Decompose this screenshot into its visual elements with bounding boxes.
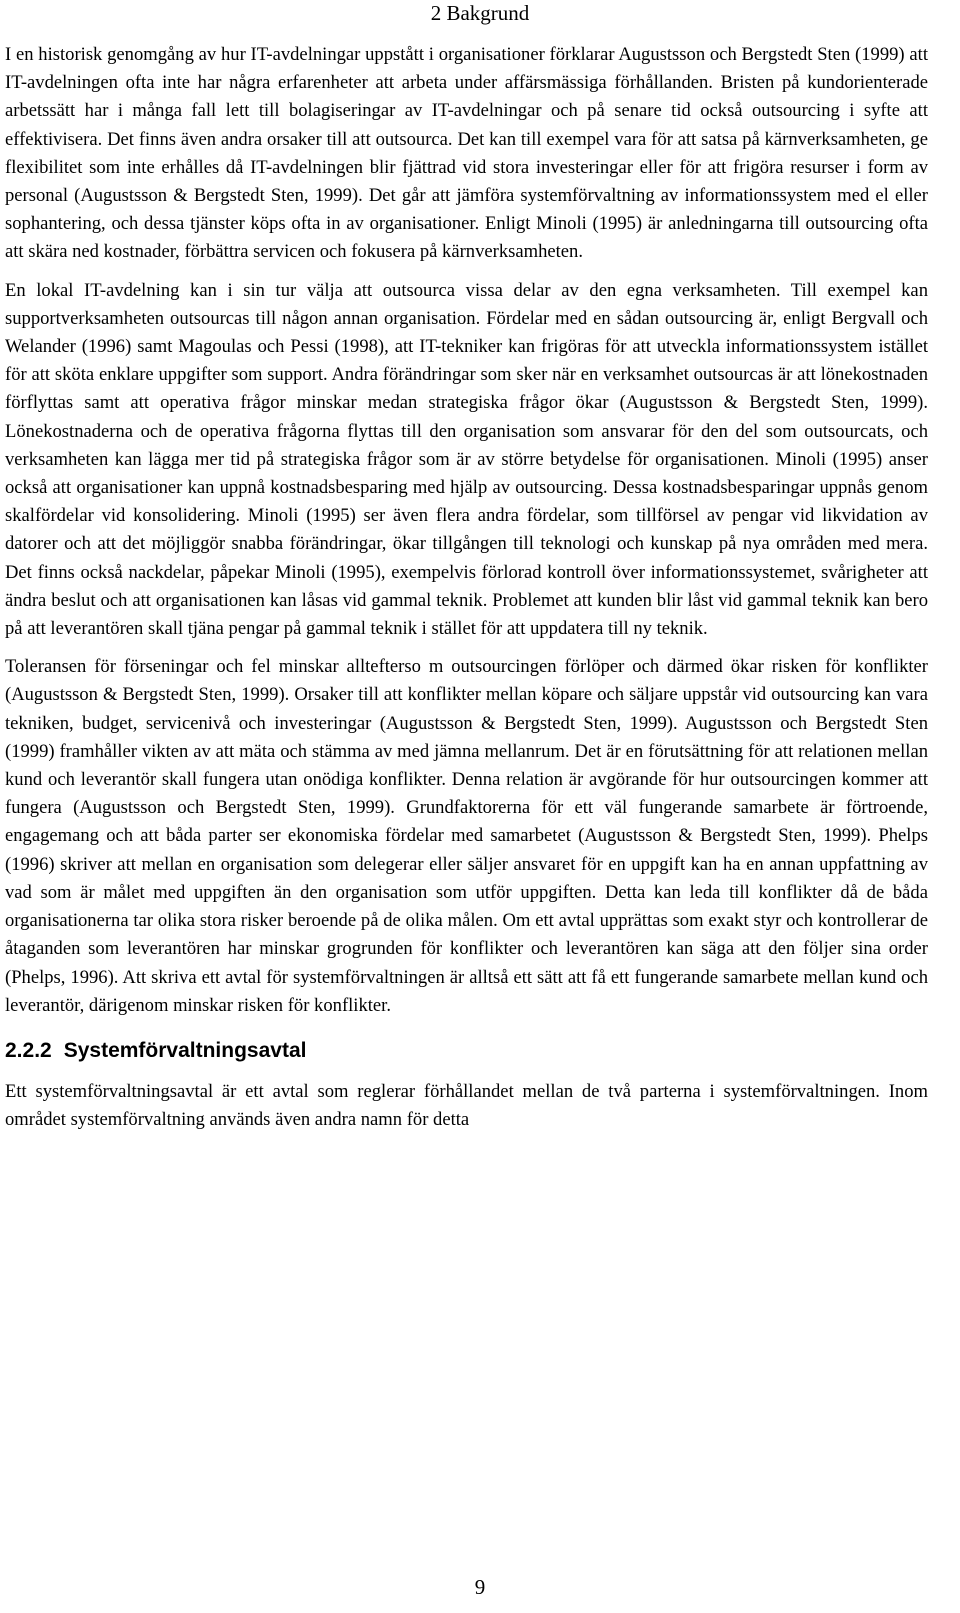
section-title: Systemförvaltningsavtal [63, 1038, 307, 1062]
body-text [5, 41, 928, 1144]
page-number: 9 [474, 1575, 486, 1599]
section-heading [5, 1036, 928, 1066]
paragraph-conflicts: Toleransen för förseningar och fel minskar alltefterso m outsourcingen förlöper och därmed ökar risken för konflikter (Augustsson & Bergstedt Sten, 1999). Orsaker till att konflikter mellan köpare och säljare uppstår vid outsourcing kan vara tekniken, budget, servicenivå och investeringar (Augustsson & Bergstedt Sten, 1999). Augustsson och Bergstedt Sten (1999) framhåller vikten av att mäta och stämma av med jämna mellanrum. Det är en förutsättning för att relationen mellan kund och leverantör skall fungera utan onödiga konflikter. Denna relation är avgörande för hur outsourcingen kommer att fungera (Augustsson och Bergstedt Sten, 1999). Grundfaktorerna för ett väl fungerande samarbete är förtroende, engagemang och att båda parter ser ekonomiska fördelar med samarbetet (Augustsson & Bergstedt Sten, 1999). Phelps (1996) skriver att mellan en organisation som delegerar eller säljer ansvaret för en uppgift kan ha en annan uppfattning av vad som är målet med uppgiften än den organisation som utför uppgiften. Detta kan leda till konflikter då de båda organisationerna tar olika stora risker beroende på de olika målen. Om ett avtal upprättas som exakt styr och kontrollerar de åtaganden som leverantören har minskar grogrunden för konflikter och leverantören kan säga att den följer sina order (Phelps, 1996). Att skriva ett avtal för systemförvaltningen är alltså ett sätt att få ett fungerande samarbete mellan kund och leverantör, därigenom minskar risken för konflikter. [5, 656, 928, 1016]
section-number: 2.2.2 [5, 1038, 52, 1062]
paragraph-local-it-outsourcing: En lokal IT-avdelning kan i sin tur välja att outsourca vissa delar av den egna verksamheten. Till exempel kan supportverksamheten outsourcas till någon annan organisation. Fördelar med en sådan outsourcing är, enligt Bergvall och Welander (1996) samt Magoulas och Pessi (1998), att IT-tekniker kan frigöras för att utveckla informationssystem istället för att sköta enklare uppgifter som support. Andra förändringar som sker när en verksamhet outsourcas är att lönekostnaden förflyttas samt att operativa frågor minskar medan strategiska frågor ökar (Augustsson & Bergstedt Sten, 1999). Lönekostnaderna och de operativa frågorna flyttas till den organisation som ansvarar för den del som outsourcats, och verksamheten kan lägga mer tid på strategiska frågor som är av större betydelse för organisationen. Minoli (1995) anser också att organisationer kan uppnå kostnadsbesparing med hjälp av outsourcing. Dessa kostnadsbesparingar uppnås genom skalfördelar vid konsolidering. Minoli (1995) ser även flera andra fördelar, som tillförsel av pengar vid likvidation av datorer och att det möjliggör snabba förändringar, ökar tillgången till teknologi och kunskap på nya områden med mera. Det finns också nackdelar, påpekar Minoli (1995), exempelvis förlorad kontroll över informationssystemet, svårigheter att ändra beslut och att organisationen kan låsas vid gammal teknik. Problemet att kunden blir låst vid gammal teknik kan bero på att leverantören skall tjäna pengar på gammal teknik i stället för att uppdatera till ny teknik. [5, 279, 928, 640]
paragraph-outsourcing-background: I en historisk genomgång av hur IT-avdelningar uppstått i organisationer förklarar Augustsson och Bergstedt Sten (1999) att IT-avdelningen ofta inte har några erfarenheter att arbeta under affärsmässiga förhållanden. Bristen på kundorienterade arbetssätt har i många fall lett till bolagiseringar av IT-avdelningar och på senare tid också outsourcing i syfte att effektivisera. Det finns även andra orsaker till att outsourca. Det kan till exempel vara för att satsa på kärnverksamheten, ge flexibilitet som inte erhålles då IT-avdelningen blir fjättrad vid stora investeringar eller för att frigöra resurser i form av personal (Augustsson & Bergstedt Sten, 1999). Det går att jämföra systemförvaltning av informationssystem med el eller sophantering, och dessa tjänster köps ofta in av organisationer. Enligt Minoli (1995) är anledningarna till outsourcing ofta att skära ned kostnader, förbättra servicen och fokusera på kärnverksamheten. [5, 44, 928, 263]
running-header: 2 Bakgrund [430, 1, 530, 25]
paragraph-section-intro: Ett systemförvaltningsavtal är ett avtal som reglerar förhållandet mellan de två parterna i systemförvaltningen. Inom området systemförvaltning används även andra namn för detta [5, 1080, 928, 1131]
